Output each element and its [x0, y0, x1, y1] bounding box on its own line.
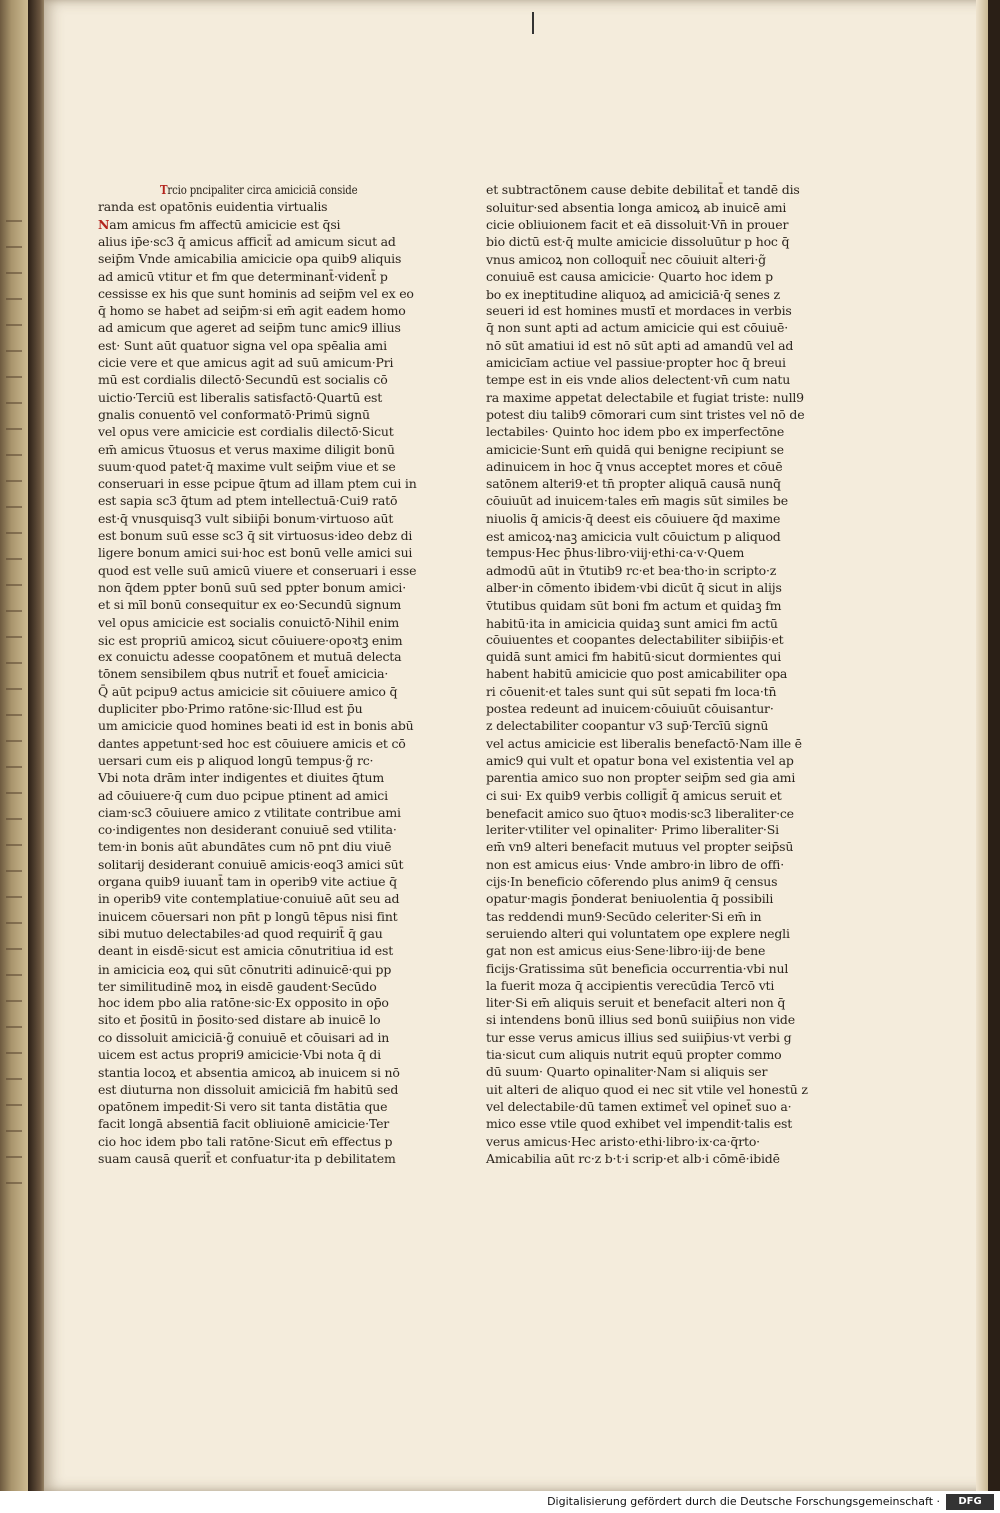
text-line-content: ter similitudinē moꝝ in eisdē gaudent·Secūdo	[98, 978, 377, 994]
text-line-content: mico esse vtile quod exhibet vel impendit·talis est	[486, 1116, 793, 1132]
text-line-content: stantia locoꝝ et absentia amicoꝝ ab inuicem si nō	[98, 1065, 400, 1081]
text-line	[98, 545, 428, 560]
text-line	[486, 251, 816, 268]
text-line-content: cōuiuūt ad inuicem·tales em̄ magis sūt similes be	[486, 493, 788, 509]
text-line-content: sito et p̄ositū in p̄osito·sed distare ab inuicē lo	[98, 1012, 381, 1028]
text-line	[98, 528, 428, 543]
text-line	[98, 1012, 428, 1027]
sliver-text-fragment	[6, 688, 22, 690]
text-line-content: organa quib9 iuuant̄ tam in operib9 vite actiue q̄	[98, 874, 397, 889]
text-line	[486, 736, 816, 751]
text-line	[486, 684, 816, 699]
text-line-content: cicie vere et que amicus agit ad suū amicum·Pri	[98, 355, 394, 370]
text-line-content: vel actus amicicie est liberalis benefactō·Nam ille ē	[486, 735, 802, 751]
text-line	[98, 995, 428, 1010]
text-line	[98, 961, 428, 978]
text-line	[486, 442, 816, 457]
text-line	[98, 372, 428, 387]
text-line-content: conuiuē est causa amicicie· Quarto hoc idem p	[486, 268, 773, 284]
text-line	[98, 839, 428, 854]
text-line-content: dupliciter pbo·Primo ratōne·sic·Illud est p̄u	[98, 701, 363, 716]
text-line	[98, 909, 428, 924]
sliver-text-fragment	[6, 844, 22, 846]
text-line	[98, 891, 428, 906]
sliver-text-fragment	[6, 1182, 22, 1184]
text-line	[98, 459, 428, 474]
text-line	[98, 1047, 428, 1062]
text-line	[486, 649, 816, 664]
text-line	[486, 217, 816, 232]
text-line	[98, 788, 428, 803]
text-line-content: q̄ homo se habet ad seip̄m·si em̄ agit eadem homo	[98, 303, 406, 319]
text-line-content: in amicicia eoꝝ qui sūt cōnutriti adinuicē·qui pp	[98, 961, 392, 977]
text-line	[98, 199, 428, 214]
sliver-text-fragment	[6, 558, 22, 560]
text-line	[98, 1030, 428, 1045]
text-line-content: Q̄ aūt pcipu9 actus amicicie sit cōuiuere amico q̄	[98, 683, 398, 699]
text-line-content: est bonum suū esse sc3 q̄ sit virtuosus·ideo debz di	[98, 528, 413, 543]
text-line-content: postea redeunt ad inuicem·cōuiuūt cōuisantur·	[486, 701, 774, 716]
text-line	[98, 822, 428, 837]
funding-credit: Digitalisierung gefördert durch die Deutsche Forschungsgemeinschaft ·	[547, 1495, 940, 1508]
sliver-text-fragment	[6, 402, 22, 404]
text-line	[98, 580, 428, 595]
text-line	[486, 788, 816, 803]
text-line	[98, 338, 428, 353]
text-line	[98, 874, 428, 889]
text-line-content: tur esse verus amicus illius sed suiip̄ius·vt verbi g	[486, 1029, 792, 1045]
text-line-content: uit alteri de aliquo quod ei nec sit vtile vel honestū z	[486, 1081, 808, 1097]
text-line	[98, 926, 428, 941]
text-line-content: amicicie·Sunt em̄ quidā qui benigne recipiunt se	[486, 441, 784, 457]
sliver-text-fragment	[6, 1078, 22, 1080]
text-line	[98, 1151, 428, 1166]
text-line	[486, 580, 816, 595]
text-line-content: inuicem cōuersari non pn̄t p longū tēpus nisi fint	[98, 908, 398, 924]
text-line	[486, 320, 816, 335]
text-line	[486, 891, 816, 906]
text-line-content: seruiendo alteri qui voluntatem ope explere negli	[486, 925, 790, 941]
text-line	[486, 943, 816, 958]
text-line	[486, 269, 816, 284]
text-line-content: tōnem sensibilem qbus nutrit̄ et fouet̄ amicicia·	[98, 666, 389, 682]
text-line-content: ligere bonum amici sui·hoc est bonū velle amici sui	[98, 545, 413, 561]
text-line	[98, 978, 428, 995]
text-line	[98, 943, 428, 958]
sliver-text-fragment	[6, 246, 22, 248]
text-line	[486, 528, 816, 545]
sliver-text-fragment	[6, 220, 22, 222]
text-line	[486, 926, 816, 941]
rubric-initial: N	[98, 216, 110, 232]
text-line	[486, 563, 816, 578]
text-line	[98, 1116, 428, 1131]
text-line-content: solitarij desiderant conuiuē amicis·eoq3 amici sūt	[98, 856, 404, 872]
sliver-text-fragment	[6, 1104, 22, 1106]
text-line	[98, 649, 428, 664]
sliver-text-fragment	[6, 610, 22, 612]
text-line-content: Amicabilia aūt rc·z b·t·i scrip·et alb·i cōmē·ibidē	[486, 1150, 780, 1166]
text-line-content: bo ex ineptitudine aliquoꝝ ad amiciciā·q̄ senes z	[486, 286, 780, 302]
text-line	[486, 303, 816, 318]
text-line-content: cicie obliuionem facit et eā dissoluit·Vn̄ in prouer	[486, 216, 789, 232]
text-line	[98, 597, 428, 612]
text-line-content: est diuturna non dissoluit amiciciā fm habitū sed	[98, 1081, 399, 1097]
text-line-content: suum·quod patet·q̄ maxime vult seip̄m viue et se	[98, 458, 396, 474]
text-line-content: la fuerit moza q̄ accipientis verecūdia Tercō vti	[486, 977, 775, 993]
text-line	[98, 805, 428, 820]
text-line-content: ex conuictu adesse coopatōnem et mutuā delecta	[98, 649, 402, 665]
sliver-text-fragment	[6, 974, 22, 976]
text-line-content: seip̄m Vnde amicabilia amicicie opa quib9 aliquis	[98, 251, 402, 267]
text-line	[98, 684, 428, 699]
text-line	[486, 1064, 816, 1079]
sliver-text-fragment	[6, 1000, 22, 1002]
dfg-logo: DFG	[946, 1494, 994, 1510]
text-line	[98, 718, 428, 733]
sliver-text-fragment	[6, 584, 22, 586]
text-line-content: randa est opatōnis euidentia virtualis	[98, 199, 328, 215]
text-line-content: conseruari in esse pcipue q̄tum ad illam ptem cui in	[98, 476, 417, 492]
sliver-text-fragment	[6, 298, 22, 300]
text-line	[486, 995, 816, 1010]
text-line	[486, 1134, 816, 1149]
text-line-content: quidā sunt amici fm habitū·sicut dormientes qui	[486, 649, 781, 665]
sliver-text-fragment	[6, 818, 22, 820]
text-line-content: tempus·Hec p̄hus·libro·viij·ethi·ca·v·Quem	[486, 545, 745, 561]
text-line-content: admodū aūt in v̄tutib9 rc·et bea·tho·in scripto·z	[486, 562, 777, 578]
text-line	[98, 355, 428, 370]
text-line-content: ra maxime appetat delectabile et fugiat triste: null9	[486, 389, 804, 405]
sliver-text-fragment	[6, 870, 22, 872]
text-line	[98, 511, 428, 526]
text-line	[486, 615, 816, 632]
text-line-content: niuolis q̄ amicis·q̄ deest eis cōuiuere q̄d maxime	[486, 510, 781, 526]
text-line	[486, 874, 816, 889]
text-line-content: gnalis conuentō vel conformatō·Primū signū	[98, 406, 370, 422]
text-line-content: benefacit amico suo q̄tuoꝛ modis·sc3 liberaliter·ce	[486, 805, 794, 821]
text-line-content: non q̄dem ppter bonū suū sed ppter bonum amici·	[98, 579, 406, 595]
text-line-content: am amicus fm affectū amicicie est q̄si	[109, 216, 341, 232]
text-line	[98, 476, 428, 491]
text-line	[98, 269, 428, 284]
sliver-text-fragment	[6, 532, 22, 534]
text-line	[98, 442, 428, 457]
text-line-content: q̄ non sunt apti ad actum amicicie qui est cōuiuē·	[486, 320, 789, 336]
sliver-text-fragment	[6, 324, 22, 326]
text-line	[98, 1082, 428, 1097]
text-line	[98, 320, 428, 335]
text-line-content: cessisse ex his que sunt hominis ad seip̄m vel ex eo	[98, 285, 414, 301]
text-line-content: leriter·vtiliter vel opinaliter· Primo liberaliter·Si	[486, 822, 779, 838]
sliver-text-fragment	[6, 922, 22, 924]
text-line-content: vel opus vere amicicie est cordialis dilectō·Sicut	[98, 424, 394, 440]
text-line-content: co dissoluit amiciciā·g̃ conuiuē et cōuisari ad in	[98, 1029, 390, 1045]
text-line-content: amicicīam actiue vel passiue·propter hoc q̄ breui	[486, 355, 786, 370]
text-line	[486, 424, 816, 439]
sliver-text-fragment	[6, 350, 22, 352]
text-line-content: est·q̄ vnusquisq3 vult sibiip̄i bonum·virtuoso aūt	[98, 510, 394, 526]
text-line	[486, 961, 816, 976]
text-line-content: co·indigentes non desiderant conuiuē sed vtilita·	[98, 822, 397, 838]
text-line	[486, 857, 816, 872]
text-line-content: ad amicum que ageret ad seip̄m tunc amic9 illius	[98, 320, 401, 336]
text-line-content: uersari cum eis p aliquod longū tempus·g̃ rc·	[98, 752, 374, 768]
text-line	[486, 286, 816, 303]
text-line-content: ri cōuenit·et tales sunt qui sūt sepati fm loca·tn̄	[486, 683, 777, 699]
page-fore-edge	[976, 0, 988, 1491]
text-line	[98, 234, 428, 249]
text-line-content: um amicicie quod homines beati id est in bonis abū	[98, 718, 414, 734]
sliver-text-fragment	[6, 272, 22, 274]
text-line	[486, 666, 816, 681]
text-line-content: z delectabiliter coopantur v3 sup̄·Tercīū signū	[486, 718, 769, 734]
text-line-content: non est amicus eius· Vnde ambro·in libro de offi·	[486, 856, 785, 872]
text-line-content: potest diu talib9 cōmorari cum sint tristes vel nō de	[486, 406, 805, 422]
text-line-content: in operib9 vite contemplatiue·conuiuē aūt seu ad	[98, 891, 400, 907]
text-line-content: sibi mutuo delectabiles·ad quod requirit̄ q̄ gau	[98, 925, 383, 941]
text-line-content: et si mīl bonū consequitur ex eo·Secundū signum	[98, 597, 402, 613]
text-line	[486, 182, 816, 197]
text-line	[98, 493, 428, 508]
text-line-content: em̄ amicus v̄tuosus et verus maxime diligit bonū	[98, 441, 395, 457]
text-line-content: cijs·In beneficio cōferendo plus anim9 q̄ census	[486, 874, 778, 889]
text-line-content: facit longā absentiā facit obliuionē amicicie·Ter	[98, 1116, 390, 1132]
text-line-content: uictio·Terciū est liberalis satisfactō·Quartū est	[98, 389, 383, 405]
text-line	[98, 390, 428, 405]
text-line-content: em̄ vn9 alteri benefacit mutuus vel propter seip̄sū	[486, 839, 794, 855]
previous-page-edge	[0, 0, 28, 1491]
text-line-content: opatōnem impedit·Si vero sit tanta distātia que	[98, 1098, 388, 1114]
text-line	[486, 476, 816, 491]
text-line-content: verus amicus·Hec aristo·ethi·libro·ix·ca·q̄rto·	[486, 1133, 760, 1149]
text-line-content: sic est propriū amicoꝝ sicut cōuiuere·opoꝛtꝫ enim	[98, 632, 403, 648]
text-line-content: habitū·ita in amicicia quidaꝫ sunt amici fm actū	[486, 615, 778, 631]
text-line-content: hoc idem pbo alia ratōne·sic·Ex opposito in op̄o	[98, 995, 389, 1011]
sliver-text-fragment	[6, 506, 22, 508]
text-line	[98, 303, 428, 318]
text-line-content: tempe est in eis vnde alios delectent·vn̄ cum natu	[486, 372, 791, 388]
text-line-content: alius ip̄e·sc3 q̄ amicus afficit̄ ad amicum sicut ad	[98, 233, 396, 249]
text-line-content: rcio pncipaliter circa amiciciā conside	[167, 182, 358, 197]
text-line-content: cio hoc idem pbo tali ratōne·Sicut em̄ effectus p	[98, 1133, 393, 1149]
text-line-content: est sapia sc3 q̄tum ad ptem intellectuā·Cui9 ratō	[98, 493, 398, 509]
text-line	[486, 338, 816, 353]
text-line-content: tem·in bonis aūt abundātes cum nō pnt diu viuē	[98, 839, 392, 855]
footer-bar	[0, 1491, 1000, 1513]
text-line-content: deant in eisdē·sicut est amicia cōnutritiua id est	[98, 943, 394, 959]
text-line-content: ficijs·Gratissima sūt beneficia occurrentia·vbi nul	[486, 960, 789, 976]
text-line	[486, 770, 816, 785]
text-line	[486, 805, 816, 822]
text-line-content: habent habitū amicicie quo post amicabiliter opa	[486, 666, 788, 682]
sliver-text-fragment	[6, 948, 22, 950]
text-line-content: vel opus amicicie est socialis conuictō·Nihil enim	[98, 614, 400, 630]
text-line-content: et subtractōnem cause debite debilitat̄ et tandē dis	[486, 182, 800, 197]
text-line-content: ci sui· Ex quib9 verbis colligit̄ q̄ amicus seruit et	[486, 787, 782, 803]
text-line-content: tas reddendi mun9·Secūdo celeriter·Si em̄ in	[486, 908, 762, 924]
manuscript-page	[44, 0, 988, 1491]
text-line-content: lectabiles· Quinto hoc idem pbo ex imperfectōne	[486, 424, 785, 440]
text-line	[486, 545, 816, 560]
text-line	[160, 182, 428, 197]
text-line	[486, 1030, 816, 1045]
text-line	[486, 701, 816, 716]
text-line-content: dū suum· Quarto opinaliter·Nam si aliquis ser	[486, 1064, 768, 1080]
text-line	[486, 390, 816, 405]
sliver-text-fragment	[6, 896, 22, 898]
text-line	[486, 1082, 816, 1097]
text-line-content: tia·sicut cum aliquis nutrit equū propter commo	[486, 1047, 782, 1062]
text-line-content: uicem est actus propri9 amicicie·Vbi nota q̄ di	[98, 1047, 381, 1062]
text-line	[486, 407, 816, 422]
text-line-content: liter·Si em̄ aliquis seruit et benefacit alteri non q̄	[486, 995, 786, 1011]
text-line-content: satōnem alteri9·et tn̄ propter aliquā causā nunq̄	[486, 476, 781, 492]
text-line	[98, 563, 428, 578]
text-line	[486, 1116, 816, 1131]
text-line-content: Vbi nota drām inter indigentes et diuites q̄tum	[98, 770, 384, 786]
text-line	[486, 1099, 816, 1114]
sliver-text-fragment	[6, 1156, 22, 1158]
text-line-content: cōuiuentes et coopantes delectabiliter sibiip̄is·et	[486, 631, 784, 647]
text-line	[98, 424, 428, 439]
sliver-text-fragment	[6, 740, 22, 742]
sliver-text-fragment	[6, 428, 22, 430]
folio-mark	[532, 12, 534, 34]
text-line	[486, 1012, 816, 1027]
text-line	[98, 251, 428, 266]
text-line-content: amic9 qui vult et opatur bona vel existentia vel ap	[486, 752, 794, 768]
text-line-content: ad amicū vtitur et fm que determinant̄·vident̄ p	[98, 268, 388, 284]
text-line-content: vnus amicoꝝ non colloquit̄ nec cōuiuit alteri·g̃	[486, 252, 766, 268]
sliver-text-fragment	[6, 376, 22, 378]
text-line-content: nō sūt amatiui id est nō sūt apti ad amandū vel ad	[486, 337, 794, 353]
text-line	[486, 355, 816, 370]
text-line	[486, 753, 816, 768]
text-line	[98, 217, 428, 232]
text-line	[98, 1099, 428, 1114]
text-line	[486, 493, 816, 508]
text-line-content: si intendens bonū illius sed bonū suiip̄ius non vide	[486, 1012, 795, 1028]
text-line-content: opatur·magis p̄onderat beniuolentia q̄ possibili	[486, 891, 774, 907]
sliver-text-fragment	[6, 662, 22, 664]
sliver-text-fragment	[6, 1052, 22, 1054]
text-line	[98, 615, 428, 630]
text-line	[486, 909, 816, 924]
text-line	[98, 701, 428, 716]
text-line-content: dantes appetunt·sed hoc est cōuiuere amicis et cō	[98, 735, 406, 751]
text-line	[486, 839, 816, 854]
text-line-content: bio dictū est·q̄ multe amicicie dissoluūtur p hoc q̄	[486, 233, 790, 249]
text-line	[98, 666, 428, 681]
text-line-content: vel delectabile·dū tamen extimet̄ vel opinet̄ suo a·	[486, 1098, 792, 1114]
text-line	[486, 718, 816, 733]
text-line-content: soluitur·sed absentia longa amicoꝝ ab inuicē ami	[486, 200, 787, 216]
text-line-content: suam causā querit̄ et confuatur·ita p debilitatem	[98, 1150, 396, 1166]
text-line	[98, 753, 428, 768]
text-line	[98, 1064, 428, 1081]
text-line	[98, 286, 428, 301]
sliver-text-fragment	[6, 714, 22, 716]
text-line-content: quod est velle suū amicū viuere et conseruari i esse	[98, 562, 417, 578]
text-line	[98, 857, 428, 872]
text-line-content: mū est cordialis dilectō·Secundū est socialis cō	[98, 372, 388, 388]
text-line-content: v̄tutibus quidam sūt boni fm actum et quidaꝫ fm	[486, 598, 782, 614]
text-line	[98, 407, 428, 422]
sliver-text-fragment	[6, 792, 22, 794]
text-line-content: ad cōuiuere·q̄ cum duo pcipue ptinent ad amici	[98, 787, 388, 803]
text-line-content: gat non est amicus eius·Sene·libro·iij·de bene	[486, 943, 766, 959]
text-line	[98, 632, 428, 649]
text-line-content: adinuicem in hoc q̄ vnus acceptet mores et cōuē	[486, 458, 783, 474]
text-line	[486, 234, 816, 249]
rubric-initial: T	[160, 182, 168, 197]
sliver-text-fragment	[6, 636, 22, 638]
text-line	[486, 1151, 816, 1166]
text-line	[486, 822, 816, 837]
text-line	[486, 632, 816, 647]
text-line	[486, 459, 816, 474]
text-line-content: alber·in cōmento ibidem·vbi dicūt q̄ sicut in alijs	[486, 579, 782, 595]
sliver-text-fragment	[6, 454, 22, 456]
text-line	[486, 372, 816, 387]
text-line	[98, 1134, 428, 1149]
text-line-content: est· Sunt aūt quatuor signa vel opa spēalia ami	[98, 337, 387, 353]
text-line	[486, 597, 816, 614]
sliver-text-fragment	[6, 1026, 22, 1028]
text-line	[98, 736, 428, 751]
text-line	[486, 978, 816, 993]
text-line	[486, 1047, 816, 1062]
text-line	[486, 511, 816, 526]
text-line-content: ciam·sc3 cōuiuere amico z vtilitate contribue ami	[98, 804, 401, 820]
text-line	[486, 199, 816, 216]
text-line-content: parentia amico suo non propter seip̄m sed gia ami	[486, 770, 796, 786]
sliver-text-fragment	[6, 1130, 22, 1132]
text-line	[98, 770, 428, 785]
sliver-text-fragment	[6, 766, 22, 768]
text-line-content: seueri id est homines mustī et mordaces in verbis	[486, 303, 792, 319]
text-line-content: est amicoꝝ·naꝫ amicicia vult cōuictum p aliquod	[486, 529, 781, 544]
sliver-text-fragment	[6, 480, 22, 482]
